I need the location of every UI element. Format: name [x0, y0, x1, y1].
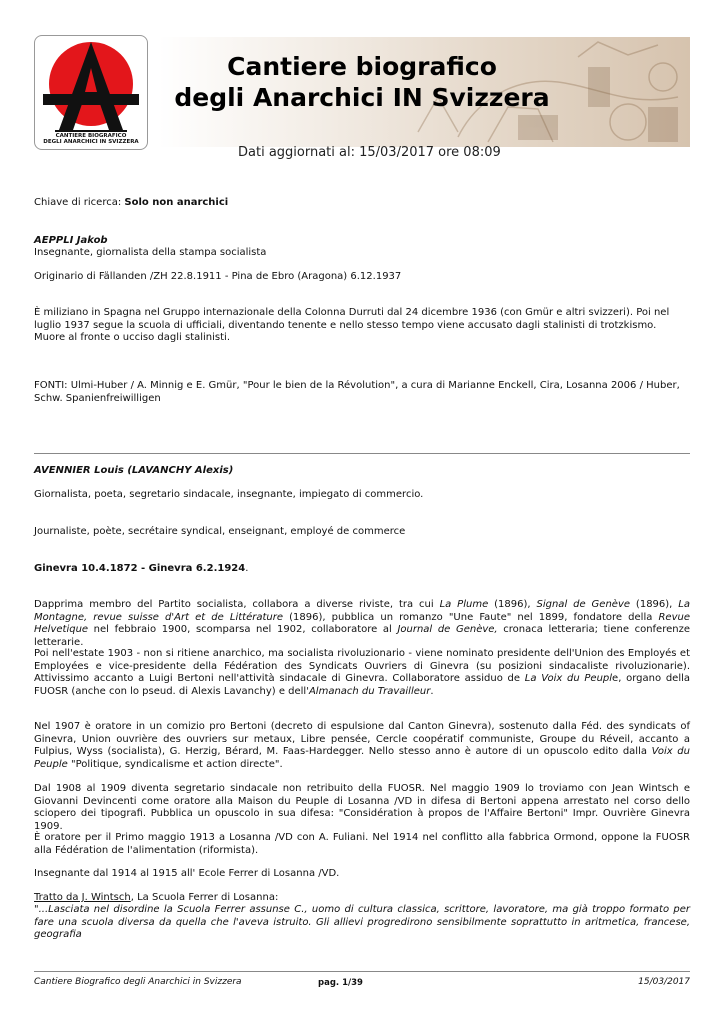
p1-text: nel febbraio 1900, scomparsa nel 1902, collaboratore al	[88, 624, 398, 635]
quote-text: "...Lasciata nel disordine la Scuola Ferrer assunse C., uomo di cultura classica, scrittore, lavoratore, ma già troppo formato per fare una scuola diversa da quella che l'aveva istruito. Gli allievi progredirono sensibilmente soprattutto in aritmetica, francese, geografia	[34, 904, 690, 940]
last-updated: Dati aggiornati al: 15/03/2017 ore 08:09	[238, 145, 501, 160]
entry2-role-it: Giornalista, poeta, segretario sindacale, insegnante, impiegato di commercio.	[34, 489, 424, 500]
page-number: pag. 1/39	[318, 978, 363, 988]
p1-text: (1896),	[630, 599, 679, 610]
search-key-label: Chiave di ricerca:	[34, 197, 125, 208]
entry2-dates	[34, 563, 690, 576]
site-title-line1: Cantiere biografico	[227, 52, 497, 81]
entry1-origin: Originario di Fällanden /ZH 22.8.1911 - Pina de Ebro (Aragona) 6.12.1937	[34, 271, 402, 282]
p2-text: e, organo della FUOSR (anche con lo pseud. di Alexis Lavanchy) e dell'	[34, 673, 691, 697]
entry-name	[34, 465, 690, 478]
page-header	[34, 35, 690, 150]
entry2-paragraph-1	[34, 599, 690, 649]
p7-text: , La Scuola Ferrer di Losanna:	[130, 892, 279, 903]
entry2-paragraph-4: Dal 1908 al 1909 diventa segretario sindacale non retribuito della FUOSR. Nel maggio 1909 lo troviamo con Jean Wintsch e Giovanni Devincenti come oratore alla Maison du Peuple di Losanna /VD in difesa di Bertoni appena arrestato nel corso dello sciopero dei tipografi. Pubblica un opuscolo in sua difesa: "Considération à propos de l'Affaire Bertoni" Impr. Ouvrière Ginevra 1909.	[34, 783, 690, 832]
p3-text: Nel 1907 è oratore in un comizio pro Bertoni (decreto di espulsione dal Canton Ginevra), sostenuto dalla Féd. des syndicats of Ginevra, Union ouvrière des ouvriers sur metaux, Libre pensée, Cercle coopératif communiste, Groupe du Réveil, accanto a Fulpius, Wyss (socialista), G. Herzig, Bérard, M. Faas-Hardegger. Nello stesso anno è autore di un opuscolo edito dalla	[34, 721, 690, 757]
site-title-line2: degli Anarchici IN Svizzera	[174, 83, 550, 112]
p1-title-la-montagne: La Montagne, revue suisse d'Art et de Littérature	[34, 599, 690, 623]
header-banner	[158, 37, 690, 147]
p1-title-journal-de-geneve: Journal de Genève,	[397, 624, 498, 635]
p1-title-revue-helvetique: Revue Helvetique	[34, 611, 690, 635]
entry2-paragraph-3	[34, 721, 690, 771]
entry2-quote	[34, 904, 690, 942]
entry2-paragraph-2	[34, 648, 690, 698]
p3-title-voix-du-peuple: Voix du Peuple	[34, 746, 690, 770]
logo-caption-line2: DEGLI ANARCHICI IN SVIZZERA	[43, 139, 139, 145]
footer-divider	[34, 971, 690, 972]
p2-title-almanach: Almanach du Travailleur	[308, 685, 431, 697]
entry1-bio-text2: Muore al fronte o ucciso dagli stalinisti.	[34, 332, 231, 343]
site-title	[158, 51, 566, 113]
entry1-sources: FONTI: Ulmi-Huber / A. Minnig e E. Gmür, "Pour le bien de la Révolution", a cura di Marianne Enckell, Cira, Losanna 2006 / Huber, Schw. Spanienfreiwilligen	[34, 380, 680, 404]
footer-date: 15/03/2017	[638, 977, 690, 987]
logo-caption-line1: CANTIERE BIOGRAFICO	[55, 133, 127, 139]
entry2-name: AVENNIER Louis (LAVANCHY Alexis)	[34, 465, 234, 476]
entry-name	[34, 235, 690, 248]
p2-text: .	[430, 685, 434, 697]
p1-title-la-plume: La Plume	[439, 599, 489, 610]
p2-title-voix-du-peuple: La Voix du Peupl	[524, 673, 613, 684]
entry-divider	[34, 453, 690, 454]
entry1-bio-text: È miliziano in Spagna nel Gruppo internazionale della Colonna Durruti dal 24 dicembre 1936 (con Gmür e altri svizzeri). Poi nel luglio 1937 segue la scuola di ufficiali, diventando tenente e nello stesso tempo viene accusato dagli stalinisti di trotzkismo.	[34, 307, 670, 331]
p1-text: cronaca letteraria; tiene conferenze letterarie.	[34, 624, 690, 648]
p2-text: Poi nell'estate 1903 - non si ritiene anarchico, ma socialista rivoluzionario - viene nominato presidente dell'Union des Employés et Employées e vice-presidente della Fédération des Syndicats Ouvriers di Ginevra (su posizioni sindacaliste rivoluzionarie). Attivissimo accanto a Luigi Bertoni nell'attività sindacale di Ginevra. Collaboratore assiduo de	[34, 648, 690, 684]
entry2-dates-end: .	[245, 563, 249, 574]
p1-title-signal: Signal de Genève	[536, 599, 631, 610]
entry2-paragraph-6: Insegnante dal 1914 al 1915 all' Ecole Ferrer di Losanna /VD.	[34, 868, 340, 879]
entry2-role-fr: Journaliste, poète, secrétaire syndical, enseignant, employé de commerce	[34, 526, 406, 537]
entry1-bio	[34, 307, 690, 345]
entry2-paragraph-5: È oratore per il Primo maggio 1913 a Losanna /VD con A. Fuliani. Nel 1914 nel conflitto alla fabbrica Ormond, oppone la FUOSR alla Fédération de l'alimentation (riformista).	[34, 832, 690, 856]
p3-text: "Politique, syndicalisme et action directe".	[67, 758, 283, 770]
p1-text: Dapprima membro del Partito socialista, collabora a diverse riviste, tra cui	[34, 599, 440, 610]
entry1-name: AEPPLI Jakob	[34, 235, 108, 246]
entry2-paragraph-7	[34, 892, 690, 905]
search-key-value: Solo non anarchici	[124, 197, 229, 208]
p1-text: (1896),	[488, 599, 537, 610]
logo	[34, 35, 148, 150]
source-link[interactable]: Tratto da J. Wintsch	[34, 892, 131, 903]
p1-text: (1896), pubblica un romanzo "Une Faute" nel 1899, fondatore della	[283, 611, 659, 623]
entry1-role: Insegnante, giornalista della stampa socialista	[34, 247, 267, 258]
footer-site-name: Cantiere Biografico degli Anarchici in Svizzera	[34, 977, 242, 987]
search-key	[34, 197, 690, 210]
entry2-dates-text: Ginevra 10.4.1872 - Ginevra 6.2.1924	[34, 563, 246, 574]
